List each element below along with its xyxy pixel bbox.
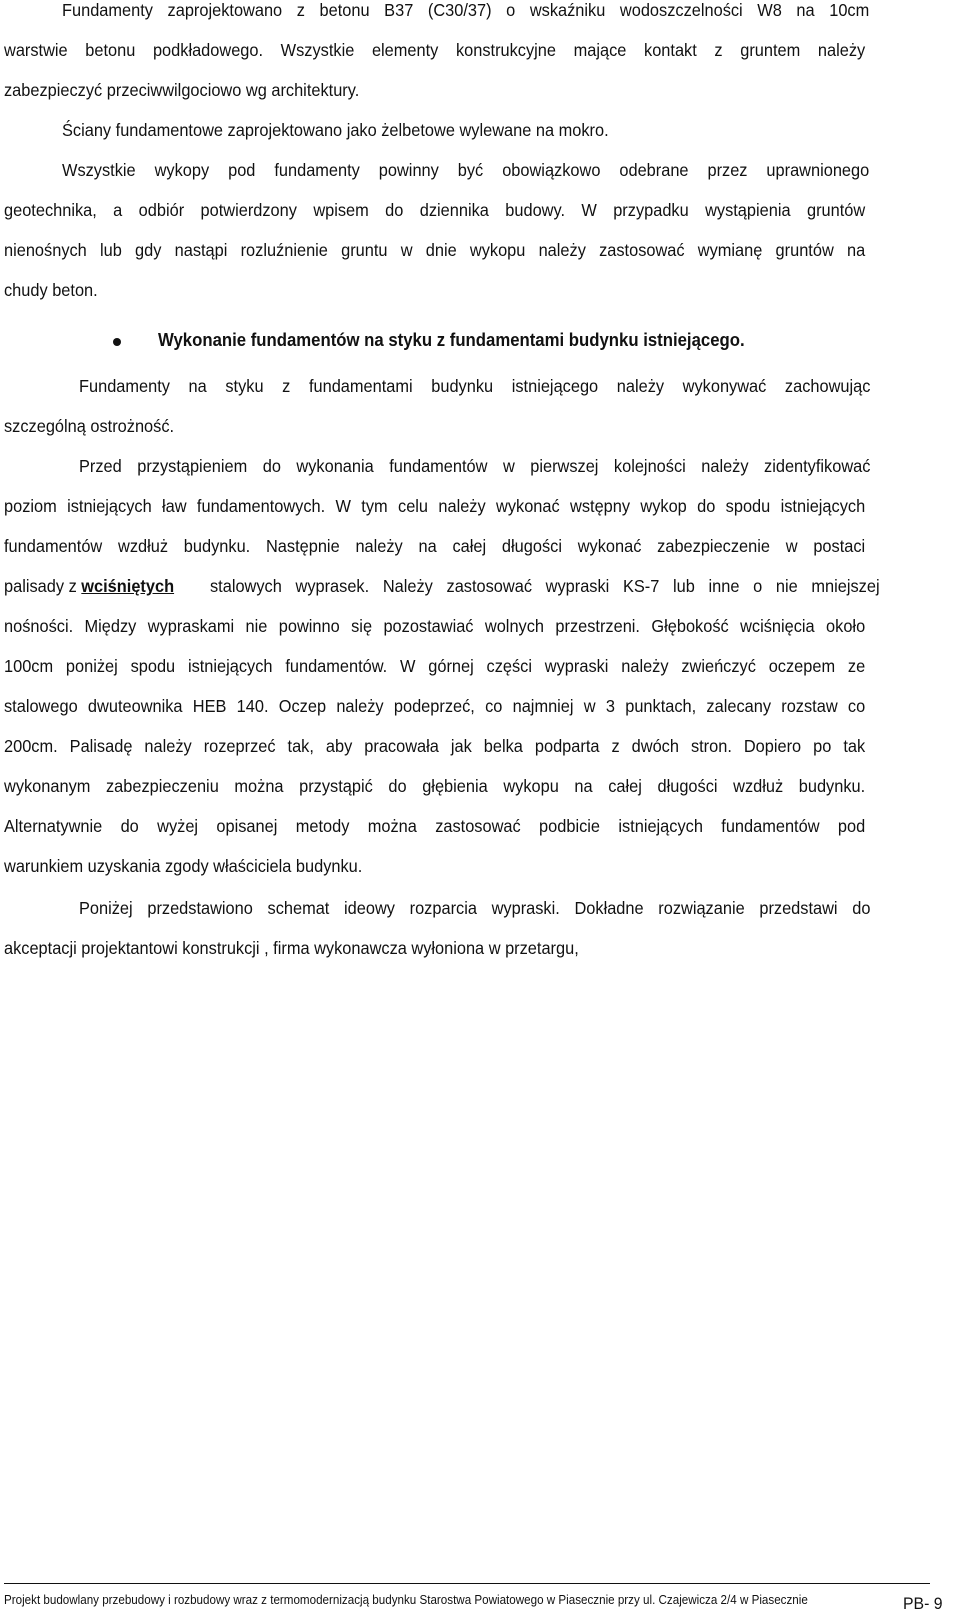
section-heading: Wykonanie fundamentów na styku z fundamentami budynku istniejącego. (158, 330, 745, 350)
footer-project-title: Projekt budowlany przebudowy i rozbudowy wraz z termomodernizacją budynku Starostwa Powiatowego w Piasecznie przy ul. Czajewicza 2/4 w Piasecznie (4, 1593, 808, 1607)
paragraph-line: Wszystkie wykopy pod fundamenty powinny być obowiązkowo odebrane przez uprawnionego (62, 160, 870, 180)
palisade-prefix: palisady z (4, 576, 82, 596)
paragraph-line-start (4, 574, 174, 598)
page-number: PB- 9 (903, 1594, 943, 1613)
paragraph-line: nośności. Między wypraskami nie powinno się pozostawiać wolnych przestrzeni. Głębokość wciśnięcia około (4, 616, 866, 636)
paragraph-line: Fundamenty zaprojektowano z betonu B37 (C30/37) o wskaźniku wodoszczelności W8 na 10cm (62, 0, 870, 20)
paragraph-line: warunkiem uzyskania zgody właściciela budynku. (4, 856, 363, 876)
paragraph-line: fundamentów wzdłuż budynku. Następnie należy na całej długości wykonać zabezpieczenie w postaci (4, 536, 866, 556)
paragraph-line: poziom istniejących ław fundamentowych. W tym celu należy wykonać wstępny wykop do spodu istniejących (4, 496, 866, 516)
paragraph-line: szczególną ostrożność. (4, 416, 175, 436)
paragraph-line: Poniżej przedstawiono schemat ideowy rozparcia wypraski. Dokładne rozwiązanie przedstawi do (79, 898, 871, 918)
paragraph-line: geotechnika, a odbiór potwierdzony wpisem do dziennika budowy. W przypadku wystąpienia gruntów (4, 200, 866, 220)
bullet-icon (113, 338, 121, 346)
paragraph-line: 200cm. Palisadę należy rozeprzeć tak, aby pracowała jak belka podparta z dwóch stron. Dopiero po tak (4, 736, 866, 756)
paragraph-line: nienośnych lub gdy nastąpi rozluźnienie gruntu w dnie wykopu należy zastosować wymianę gruntów na (4, 240, 866, 260)
footer-divider (4, 1583, 930, 1584)
paragraph-line: stalowego dwuteownika HEB 140. Oczep należy podeprzeć, co najmniej w 3 punktach, zalecany rozstaw co (4, 696, 866, 716)
paragraph-line: chudy beton. (4, 280, 98, 300)
paragraph-line: Przed przystąpieniem do wykonania fundamentów w pierwszej kolejności należy zidentyfikować (79, 456, 871, 476)
paragraph-line: wykonanym zabezpieczeniu można przystąpić do głębienia wykopu na całej długości wzdłuż budynku. (4, 776, 866, 796)
paragraph-line: akceptacji projektantowi konstrukcji , firma wykonawcza wyłoniona w przetargu, (4, 938, 579, 958)
emphasized-word: wciśniętych (81, 576, 175, 596)
paragraph-line: Ściany fundamentowe zaprojektowano jako żelbetowe wylewane na mokro. (62, 120, 609, 140)
paragraph-line: zabezpieczyć przeciwwilgociowo wg architektury. (4, 80, 360, 100)
paragraph-line: warstwie betonu podkładowego. Wszystkie elementy konstrukcyjne mające kontakt z gruntem należy (4, 40, 866, 60)
paragraph-line: Alternatywnie do wyżej opisanej metody można zastosować podbicie istniejących fundamentów pod (4, 816, 866, 836)
paragraph-line-rest: stalowych wyprasek. Należy zastosować wypraski KS-7 lub inne o nie mniejszej (210, 576, 880, 596)
paragraph-line: Fundamenty na styku z fundamentami budynku istniejącego należy wykonywać zachowując (79, 376, 871, 396)
paragraph-line: 100cm poniżej spodu istniejących fundamentów. W górnej części wypraski należy zwieńczyć oczepem ze (4, 656, 866, 676)
